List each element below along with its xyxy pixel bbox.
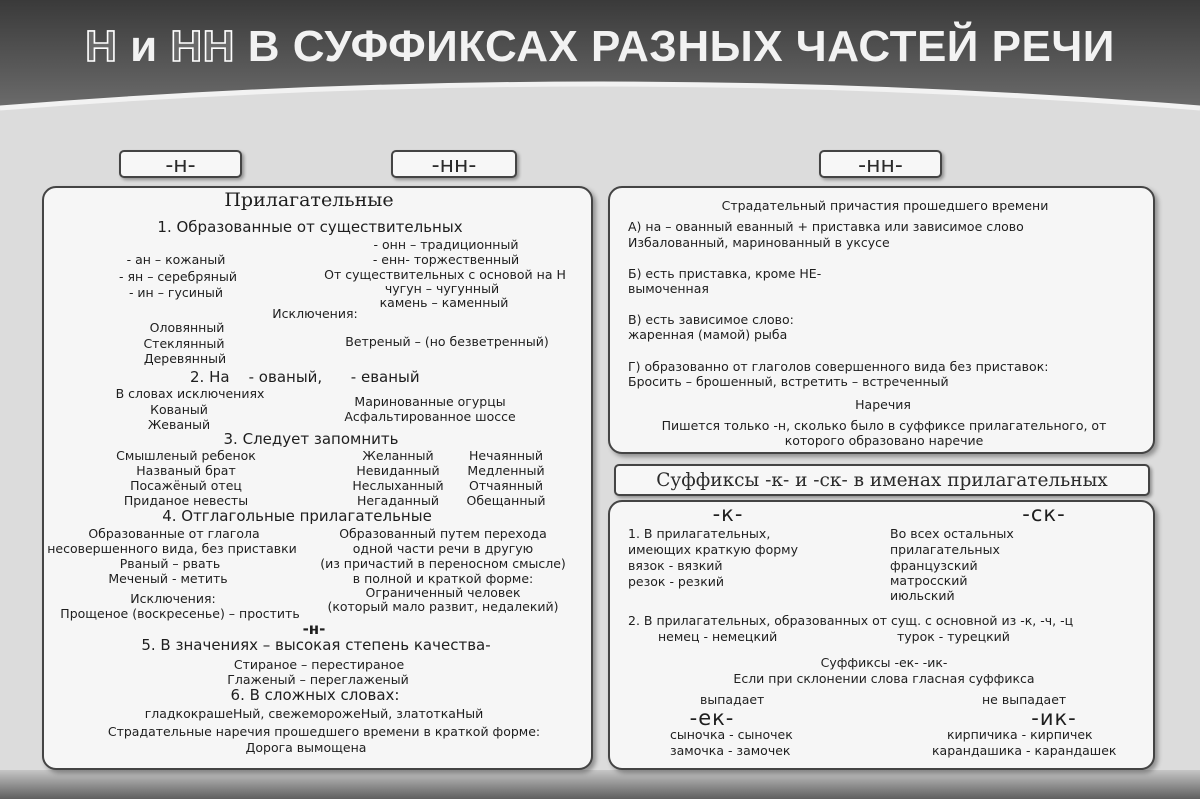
k-label: -к- — [712, 502, 744, 526]
not-drops-label: не выпадает — [982, 692, 1067, 707]
ik-example: карандашика - карандашек — [932, 743, 1117, 758]
s5-line: Стираное – перестираное — [233, 657, 405, 672]
title-and: и — [130, 22, 158, 71]
suffixes-panel — [608, 500, 1155, 770]
s4-left-item: Меченый - метить — [108, 571, 228, 586]
s1-n-item: - ан – кожаный — [126, 252, 226, 267]
k-rule-line: 1. В прилагательных, — [628, 526, 771, 541]
s3-col2-item: Неслыханный — [352, 478, 444, 493]
s4-left-item: Рваный – рвать — [119, 556, 221, 571]
ek-example: сыночка - сыночек — [670, 727, 793, 742]
s4-left-item: Образованные от глагола — [88, 526, 260, 541]
s1-exception-right: Ветреный – (но безветренный) — [345, 334, 549, 349]
s4-right-item: (из причастий в переносном смысле) — [320, 556, 566, 571]
adverbs-line: которого образовано наречие — [784, 433, 984, 448]
tag-n: -н- — [119, 150, 242, 178]
s1-n-item: - ин – гусиный — [128, 285, 224, 300]
s1-nn-item: чугун – чугунный — [384, 281, 500, 296]
adjectives-heading: Прилагательные — [224, 189, 394, 211]
s2-left-item: В словах исключениях — [115, 386, 265, 401]
s4-right-item: (который мало развит, недалекий) — [327, 599, 559, 614]
s3-col3-item: Отчаянный — [468, 478, 544, 493]
participles-heading: Страдательный причастия прошедшего времени — [721, 198, 1049, 213]
adverbs-heading: Наречия — [855, 397, 911, 412]
adjectives-panel — [42, 186, 593, 770]
n-marker: -н- — [302, 620, 326, 638]
k-rule-line: вязок - вязкий — [628, 558, 723, 573]
s1-title: 1. Образованные от существительных — [157, 218, 463, 236]
example-left: немец - немецкий — [658, 629, 778, 644]
s2-left-item: Кованый — [150, 402, 208, 417]
s1-nn-item: камень – каменный — [379, 295, 509, 310]
s2-left-item: Жеваный — [147, 417, 211, 432]
ek-label: -ек- — [689, 706, 735, 730]
s1-exceptions-label: Исключения: — [272, 306, 358, 321]
sk-rule-line: французский — [890, 558, 978, 573]
participles-panel — [608, 186, 1155, 454]
s4-title: 4. Отглагольные прилагательные — [162, 507, 432, 525]
s4-right-item: Ограниченный человек — [365, 585, 521, 600]
sk-label: -ск- — [1022, 502, 1066, 526]
tag-nn-left: -нн- — [391, 150, 517, 178]
s4-right-item: Образованный путем перехода — [339, 526, 547, 541]
rule-v-line: В) есть зависимое слово: — [628, 312, 794, 327]
rule-a-line: Избалованный, маринованный в уксусе — [628, 235, 890, 250]
sk-rule-line: прилагательных — [890, 542, 1000, 557]
s1-exception: Деревянный — [143, 351, 227, 366]
s1-exception: Стеклянный — [143, 336, 225, 351]
k-rule-line: резок - резкий — [628, 574, 724, 589]
rule-b-line: вымоченная — [628, 281, 709, 296]
adverbs-line: Пишется только -н, сколько было в суффиксе прилагательного, от — [661, 418, 1107, 433]
title-nn: НН — [170, 22, 235, 71]
s5-line: Глаженый – переглаженый — [227, 672, 409, 687]
suffix-k-sk-banner: Суффиксы -к- и -ск- в именах прилагательных — [614, 464, 1150, 496]
s5-title: 5. В значениях – высокая степень качества- — [141, 636, 491, 654]
s3-col3-item: Нечаянный — [469, 448, 543, 463]
example-right: турок - турецкий — [897, 629, 1010, 644]
s4-exceptions-label: Исключения: — [130, 591, 216, 606]
s1-nn-item: - енн- торжественный — [372, 252, 520, 267]
s2-right-item: Маринованные огурцы — [354, 394, 506, 409]
s6-title: 6. В сложных словах: — [230, 686, 400, 704]
sk-rule-line: Во всех остальных — [890, 526, 1014, 541]
rule-g-line: Бросить – брошенный, встретить – встреченный — [628, 374, 949, 389]
k-rule-line: имеющих краткую форму — [628, 542, 799, 557]
header-curve — [0, 70, 1200, 130]
ek-ik-suffixes: Суффиксы -ек- -ик- — [820, 655, 948, 670]
s3-col2-item: Невиданный — [356, 463, 440, 478]
s3-col1-item: Посажёный отец — [130, 478, 242, 493]
s3-col1-item: Названый брат — [136, 463, 236, 478]
s2-right-item: Асфальтированное шоссе — [344, 409, 516, 424]
tag-nn-right: -нн- — [819, 150, 942, 178]
title-rest: В СУФФИКСАХ РАЗНЫХ ЧАСТЕЙ РЕЧИ — [247, 22, 1115, 71]
s3-col3-item: Медленный — [467, 463, 545, 478]
title-n: Н — [85, 22, 118, 71]
ik-example: кирпичика - кирпичек — [947, 727, 1093, 742]
s1-exception: Оловянный — [149, 320, 225, 335]
rule-g-line: Г) образованно от глаголов совершенного вида без приставок: — [628, 359, 1049, 374]
s3-col1-item: Приданое невесты — [123, 493, 249, 508]
s4-exception: Прощеное (воскресенье) – простить — [60, 606, 300, 621]
s6-line: Страдательные наречия прошедшего времени в краткой форме: — [107, 724, 541, 739]
ek-example: замочка - замочек — [670, 743, 791, 758]
s3-col2-item: Негаданный — [357, 493, 439, 508]
ik-label: -ик- — [1031, 706, 1077, 730]
sk-rule-line: июльский — [890, 588, 955, 603]
rule-v-line: жаренная (мамой) рыба — [628, 327, 788, 342]
rule-b-line: Б) есть приставка, кроме НЕ- — [628, 266, 822, 281]
s4-left-item: несовершенного вида, без приставки — [47, 541, 297, 556]
rule-a-line: А) на – ованный еванный + приставка или зависимое слово — [628, 219, 1024, 234]
header-band — [0, 0, 1200, 118]
drops-label: выпадает — [700, 692, 765, 707]
page-title — [0, 22, 1200, 72]
s3-col2-item: Желанный — [362, 448, 434, 463]
s6-line: Дорога вымощена — [245, 740, 367, 755]
sk-rule-line: матросский — [890, 573, 968, 588]
s6-line: гладкокрашеНый, свежеморожеНый, златоткаНый — [144, 706, 484, 721]
s2-title: 2. На - ованый, - еваный — [190, 368, 420, 386]
s4-right-item: одной части речи в другую — [352, 541, 534, 556]
s3-title: 3. Следует запомнить — [223, 430, 399, 448]
rule-2: 2. В прилагательных, образованных от сущ. с основной из -к, -ч, -ц — [628, 613, 1074, 628]
s1-nn-item: - онн – традиционный — [373, 237, 519, 252]
s4-right-item: в полной и краткой форме: — [352, 571, 534, 586]
s3-col1-item: Смышленый ребенок — [116, 448, 256, 463]
footer-band — [0, 770, 1200, 799]
s1-nn-item: От существительных с основой на Н — [324, 267, 566, 282]
s3-col3-item: Обещанный — [466, 493, 546, 508]
s1-n-item: - ян – серебряный — [119, 269, 237, 284]
declension-rule: Если при склонении слова гласная суффикса — [733, 671, 1035, 686]
